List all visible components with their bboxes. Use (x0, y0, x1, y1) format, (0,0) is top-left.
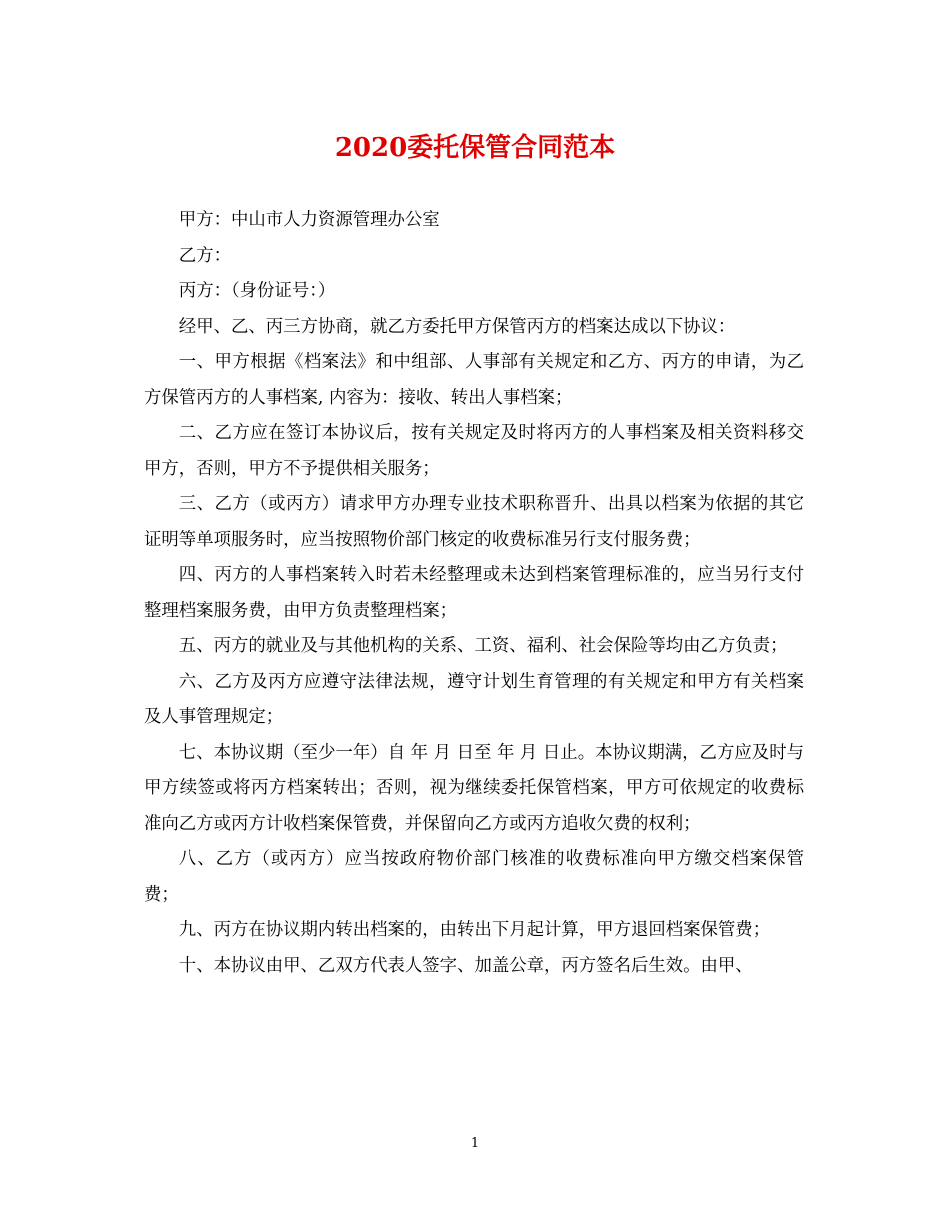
clause-9: 九、丙方在协议期内转出档案的，由转出下月起计算，甲方退回档案保管费； (178, 920, 771, 940)
party-c-line: 丙方：（身份证号：） (178, 281, 336, 301)
party-a-line: 甲方：中山市人力资源管理办公室 (178, 210, 440, 230)
preamble-paragraph: 经甲、乙、丙三方协商，就乙方委托甲方保管丙方的档案达成以下协议： (178, 316, 736, 337)
clause-8: 八、乙方（或丙方）应当按政府物价部门核准的收费标准向甲方缴交档案保管费； (144, 849, 804, 905)
clause-5: 五、丙方的就业及与其他机构的关系、工资、福利、社会保险等均由乙方负责； (178, 636, 788, 656)
party-b-line: 乙方： (178, 245, 231, 266)
clause-10: 十、本协议由甲、乙双方代表人签字、加盖公章，丙方签名后生效。由甲、 (178, 955, 753, 976)
clause-2: 二、乙方应在签订本协议后，按有关规定及时将丙方的人事档案及相关资料移交甲方，否则，甲方不予提供相关服务； (144, 423, 804, 479)
page-number: 1 (470, 1136, 480, 1151)
document-body (144, 203, 804, 984)
clause-1: 一、甲方根据《档案法》和中组部、人事部有关规定和乙方、丙方的申请，为乙方保管丙方的人事档案, 内容为：接收、转出人事档案； (144, 352, 804, 408)
clause-7: 七、本协议期（至少一年）自 年 月 日至 年 月 日止。本协议期满，乙方应及时与甲方续签或将丙方档案转出；否则，视为继续委托保管档案，甲方可依规定的收费标准向乙方或丙方计收档案保管费，并保留向乙方或丙方追收欠费的权利； (144, 742, 804, 834)
clause-6: 六、乙方及丙方应遵守法律法规，遵守计划生育管理的有关规定和甲方有关档案及人事管理规定； (144, 671, 804, 727)
clause-4: 四、丙方的人事档案转入时若未经整理或未达到档案管理标准的，应当另行支付整理档案服务费，由甲方负责整理档案； (144, 565, 804, 621)
clause-3: 三、乙方（或丙方）请求甲方办理专业技术职称晋升、出具以档案为依据的其它证明等单项服务时，应当按照物价部门核定的收费标准另行支付服务费； (144, 494, 804, 550)
document-title: 2020委托保管合同范本 (334, 133, 616, 163)
